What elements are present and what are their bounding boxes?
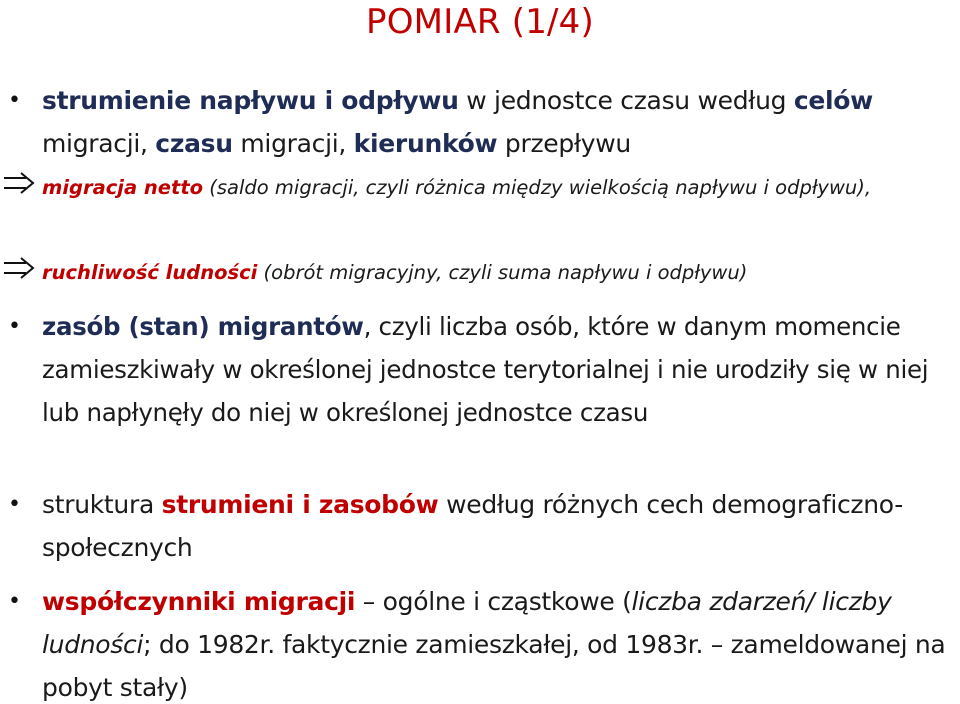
text-segment: ; do 1982r. faktycznie zamieszkałej, od 1983r. – zameldowanej na pobyt stały) bbox=[42, 630, 946, 702]
arrow-icon bbox=[2, 255, 38, 279]
emphasis-migrant-stock: zasób (stan) migrantów bbox=[42, 312, 364, 341]
emphasis-time: czasu bbox=[155, 129, 233, 158]
emphasis-streams-stocks: strumieni i zasobów bbox=[161, 490, 439, 519]
subbullet-mobility bbox=[42, 254, 952, 291]
text-segment: przepływu bbox=[497, 129, 631, 158]
text-segment: migracji, bbox=[232, 129, 354, 158]
text-segment: , czyli liczba osób, które w danym momencie zamieszkiwały w określonej jednostce terytorialnej i nie urodziły się w niej lub napłynęły do niej w określonej jednostce czasu bbox=[42, 312, 929, 427]
emphasis-streams: strumienie napływu i odpływu bbox=[42, 86, 459, 115]
bullet-coefficients bbox=[8, 580, 952, 704]
emphasis-coefficients: współczynniki migracji bbox=[42, 587, 356, 616]
emphasis-net-migration: migracja netto bbox=[42, 176, 204, 199]
emphasis-goals: celów bbox=[793, 86, 873, 115]
text-segment: – ogólne i cząstkowe ( bbox=[355, 587, 632, 616]
bullet-dot: • bbox=[8, 492, 21, 517]
bullet-structure bbox=[8, 483, 952, 569]
subbullet-net-migration bbox=[42, 169, 952, 206]
text-segment: struktura bbox=[42, 490, 162, 519]
text-segment: (saldo migracji, czyli różnica między wielkością napływu i odpływu), bbox=[203, 176, 872, 199]
bullet-dot: • bbox=[8, 589, 21, 614]
formula-text: liczba zdarzeń/ liczby ludności bbox=[42, 587, 892, 659]
text-segment: (obrót migracyjny, czyli suma napływu i odpływu) bbox=[257, 261, 748, 284]
emphasis-mobility: ruchliwość ludności bbox=[42, 261, 258, 284]
text-segment: w jednostce czasu według bbox=[458, 86, 794, 115]
arrow-icon bbox=[2, 170, 38, 194]
bullet-migrant-stock bbox=[8, 305, 952, 434]
bullet-streams bbox=[8, 79, 952, 165]
bullet-dot: • bbox=[8, 88, 21, 113]
emphasis-directions: kierunków bbox=[353, 129, 498, 158]
slide-title: POMIAR (1/4) bbox=[366, 2, 594, 42]
text-segment: według różnych cech demograficzno-społecznych bbox=[42, 490, 903, 562]
text-segment: migracji, bbox=[42, 129, 156, 158]
bullet-dot: • bbox=[8, 314, 21, 339]
